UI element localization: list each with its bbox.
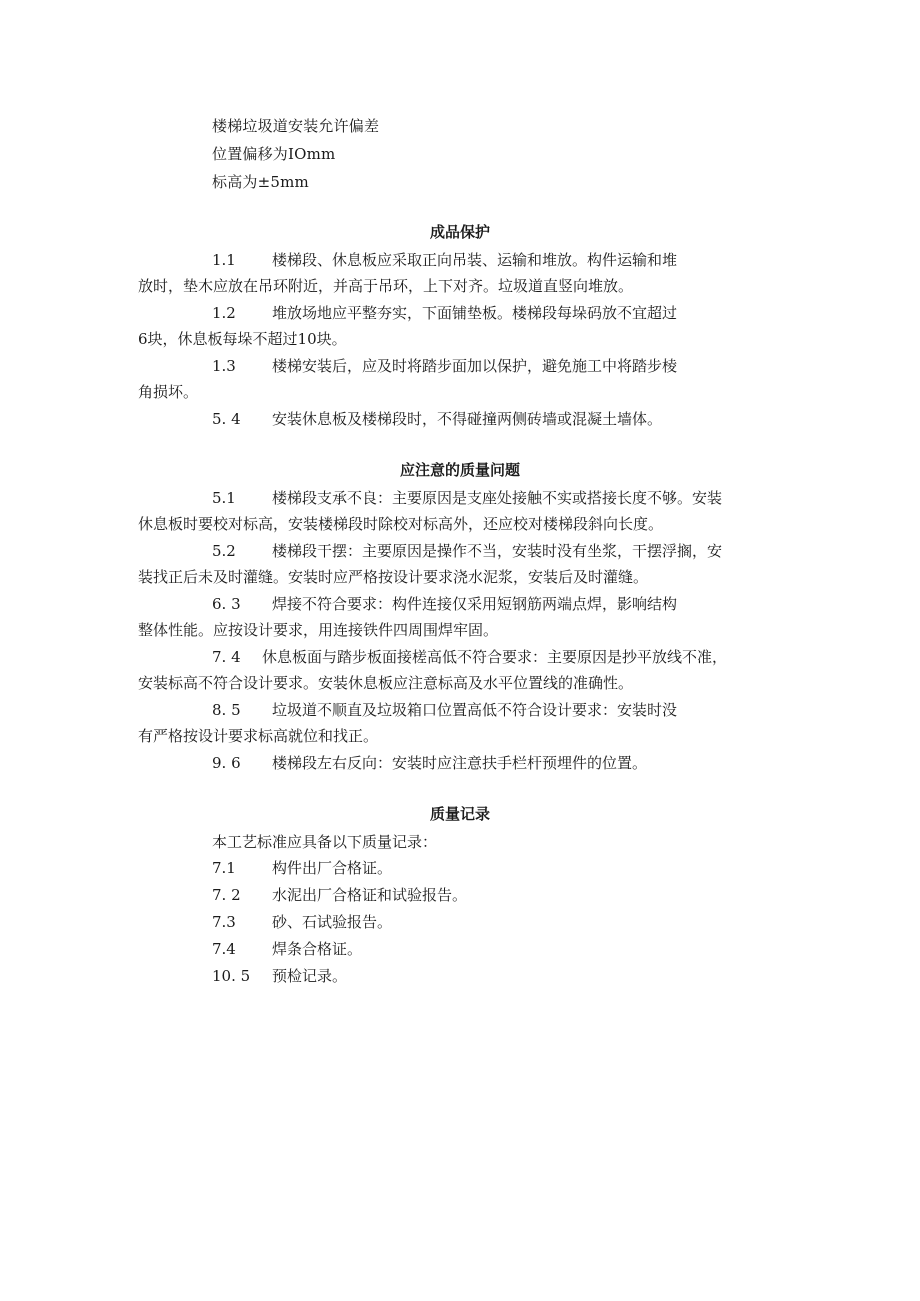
quality-item-5-text: 垃圾道不顺直及垃圾箱口位置高低不符合设计要求：安装时没 <box>272 701 678 719</box>
records-item-1-number: 7.1 <box>212 859 236 877</box>
quality-item-5-number: 8. 5 <box>212 701 241 719</box>
records-item-1-text: 构件出厂合格证。 <box>272 859 393 877</box>
records-item-3-number: 7.3 <box>212 913 236 931</box>
protection-item-3-continuation: 角损坏。 <box>138 383 199 401</box>
protection-item-1-number: 1.1 <box>212 251 236 269</box>
quality-item-3-number: 6. 3 <box>212 595 241 613</box>
section-title-quality: 应注意的质量问题 <box>399 461 520 479</box>
records-item-5-number: 10. 5 <box>212 967 251 985</box>
protection-item-4-text: 安装休息板及楼梯段时，不得碰撞两侧砖墙或混凝土墙体。 <box>272 410 663 428</box>
quality-item-4-text: 休息板面与踏步板面接槎高低不符合要求：主要原因是抄平放线不准， <box>262 648 728 666</box>
records-item-2-number: 7. 2 <box>212 886 241 904</box>
protection-item-3-text: 楼梯安装后，应及时将踏步面加以保护，避免施工中将踏步棱 <box>272 357 678 375</box>
records-item-5-text: 预检记录。 <box>272 967 348 985</box>
records-intro: 本工艺标准应具备以下质量记录： <box>212 833 438 851</box>
intro-line-3: 标高为±5mm <box>212 173 309 191</box>
intro-line-1: 楼梯垃圾道安装允许偏差 <box>212 117 380 135</box>
quality-item-3-continuation: 整体性能。应按设计要求，用连接铁件四周围焊牢固。 <box>138 621 499 639</box>
protection-item-4-number: 5. 4 <box>212 410 241 428</box>
intro-line-2: 位置偏移为IOmm <box>212 145 336 163</box>
section-title-protection: 成品保护 <box>429 223 490 241</box>
records-item-3-text: 砂、石试验报告。 <box>272 913 393 931</box>
quality-item-2-continuation: 装找正后未及时灌缝。安装时应严格按设计要求浇水泥浆，安装后及时灌缝。 <box>138 568 649 586</box>
protection-item-2-text: 堆放场地应平整夯实，下面铺垫板。楼梯段每垛码放不宜超过 <box>272 304 678 322</box>
quality-item-1-text: 楼梯段支承不良：主要原因是支座处接触不实或搭接长度不够。安装 <box>272 489 723 507</box>
quality-item-5-continuation: 有严格按设计要求标高就位和找正。 <box>138 727 379 745</box>
protection-item-1-text: 楼梯段、休息板应采取正向吊装、运输和堆放。构件运输和堆 <box>272 251 678 269</box>
quality-item-6-text: 楼梯段左右反向：安装时应注意扶手栏杆预埋件的位置。 <box>272 754 648 772</box>
quality-item-1-number: 5.1 <box>212 489 236 507</box>
quality-item-4-continuation: 安装标高不符合设计要求。安装休息板应注意标高及水平位置线的准确性。 <box>138 674 634 692</box>
protection-item-2-number: 1.2 <box>212 304 236 322</box>
protection-item-2-continuation: 6块，休息板每垛不超过10块。 <box>138 330 347 348</box>
quality-item-6-number: 9. 6 <box>212 754 241 772</box>
protection-item-1-continuation: 放时，垫木应放在吊环附近，并高于吊环，上下对齐。垃圾道直竖向堆放。 <box>138 277 634 295</box>
records-item-2-text: 水泥出厂合格证和试验报告。 <box>272 886 468 904</box>
quality-item-2-number: 5.2 <box>212 542 236 560</box>
quality-item-4-number: 7. 4 <box>212 648 241 666</box>
quality-item-2-text: 楼梯段干摆：主要原因是操作不当，安装时没有坐浆，干摆浮搁，安 <box>272 542 723 560</box>
records-item-4-number: 7.4 <box>212 940 236 958</box>
quality-item-3-text: 焊接不符合要求：构件连接仅采用短钢筋两端点焊，影响结构 <box>272 595 678 613</box>
quality-item-1-continuation: 休息板时要校对标高，安装楼梯段时除校对标高外，还应校对楼梯段斜向长度。 <box>138 515 664 533</box>
records-item-4-text: 焊条合格证。 <box>272 940 363 958</box>
section-title-records: 质量记录 <box>429 805 490 823</box>
protection-item-3-number: 1.3 <box>212 357 236 375</box>
